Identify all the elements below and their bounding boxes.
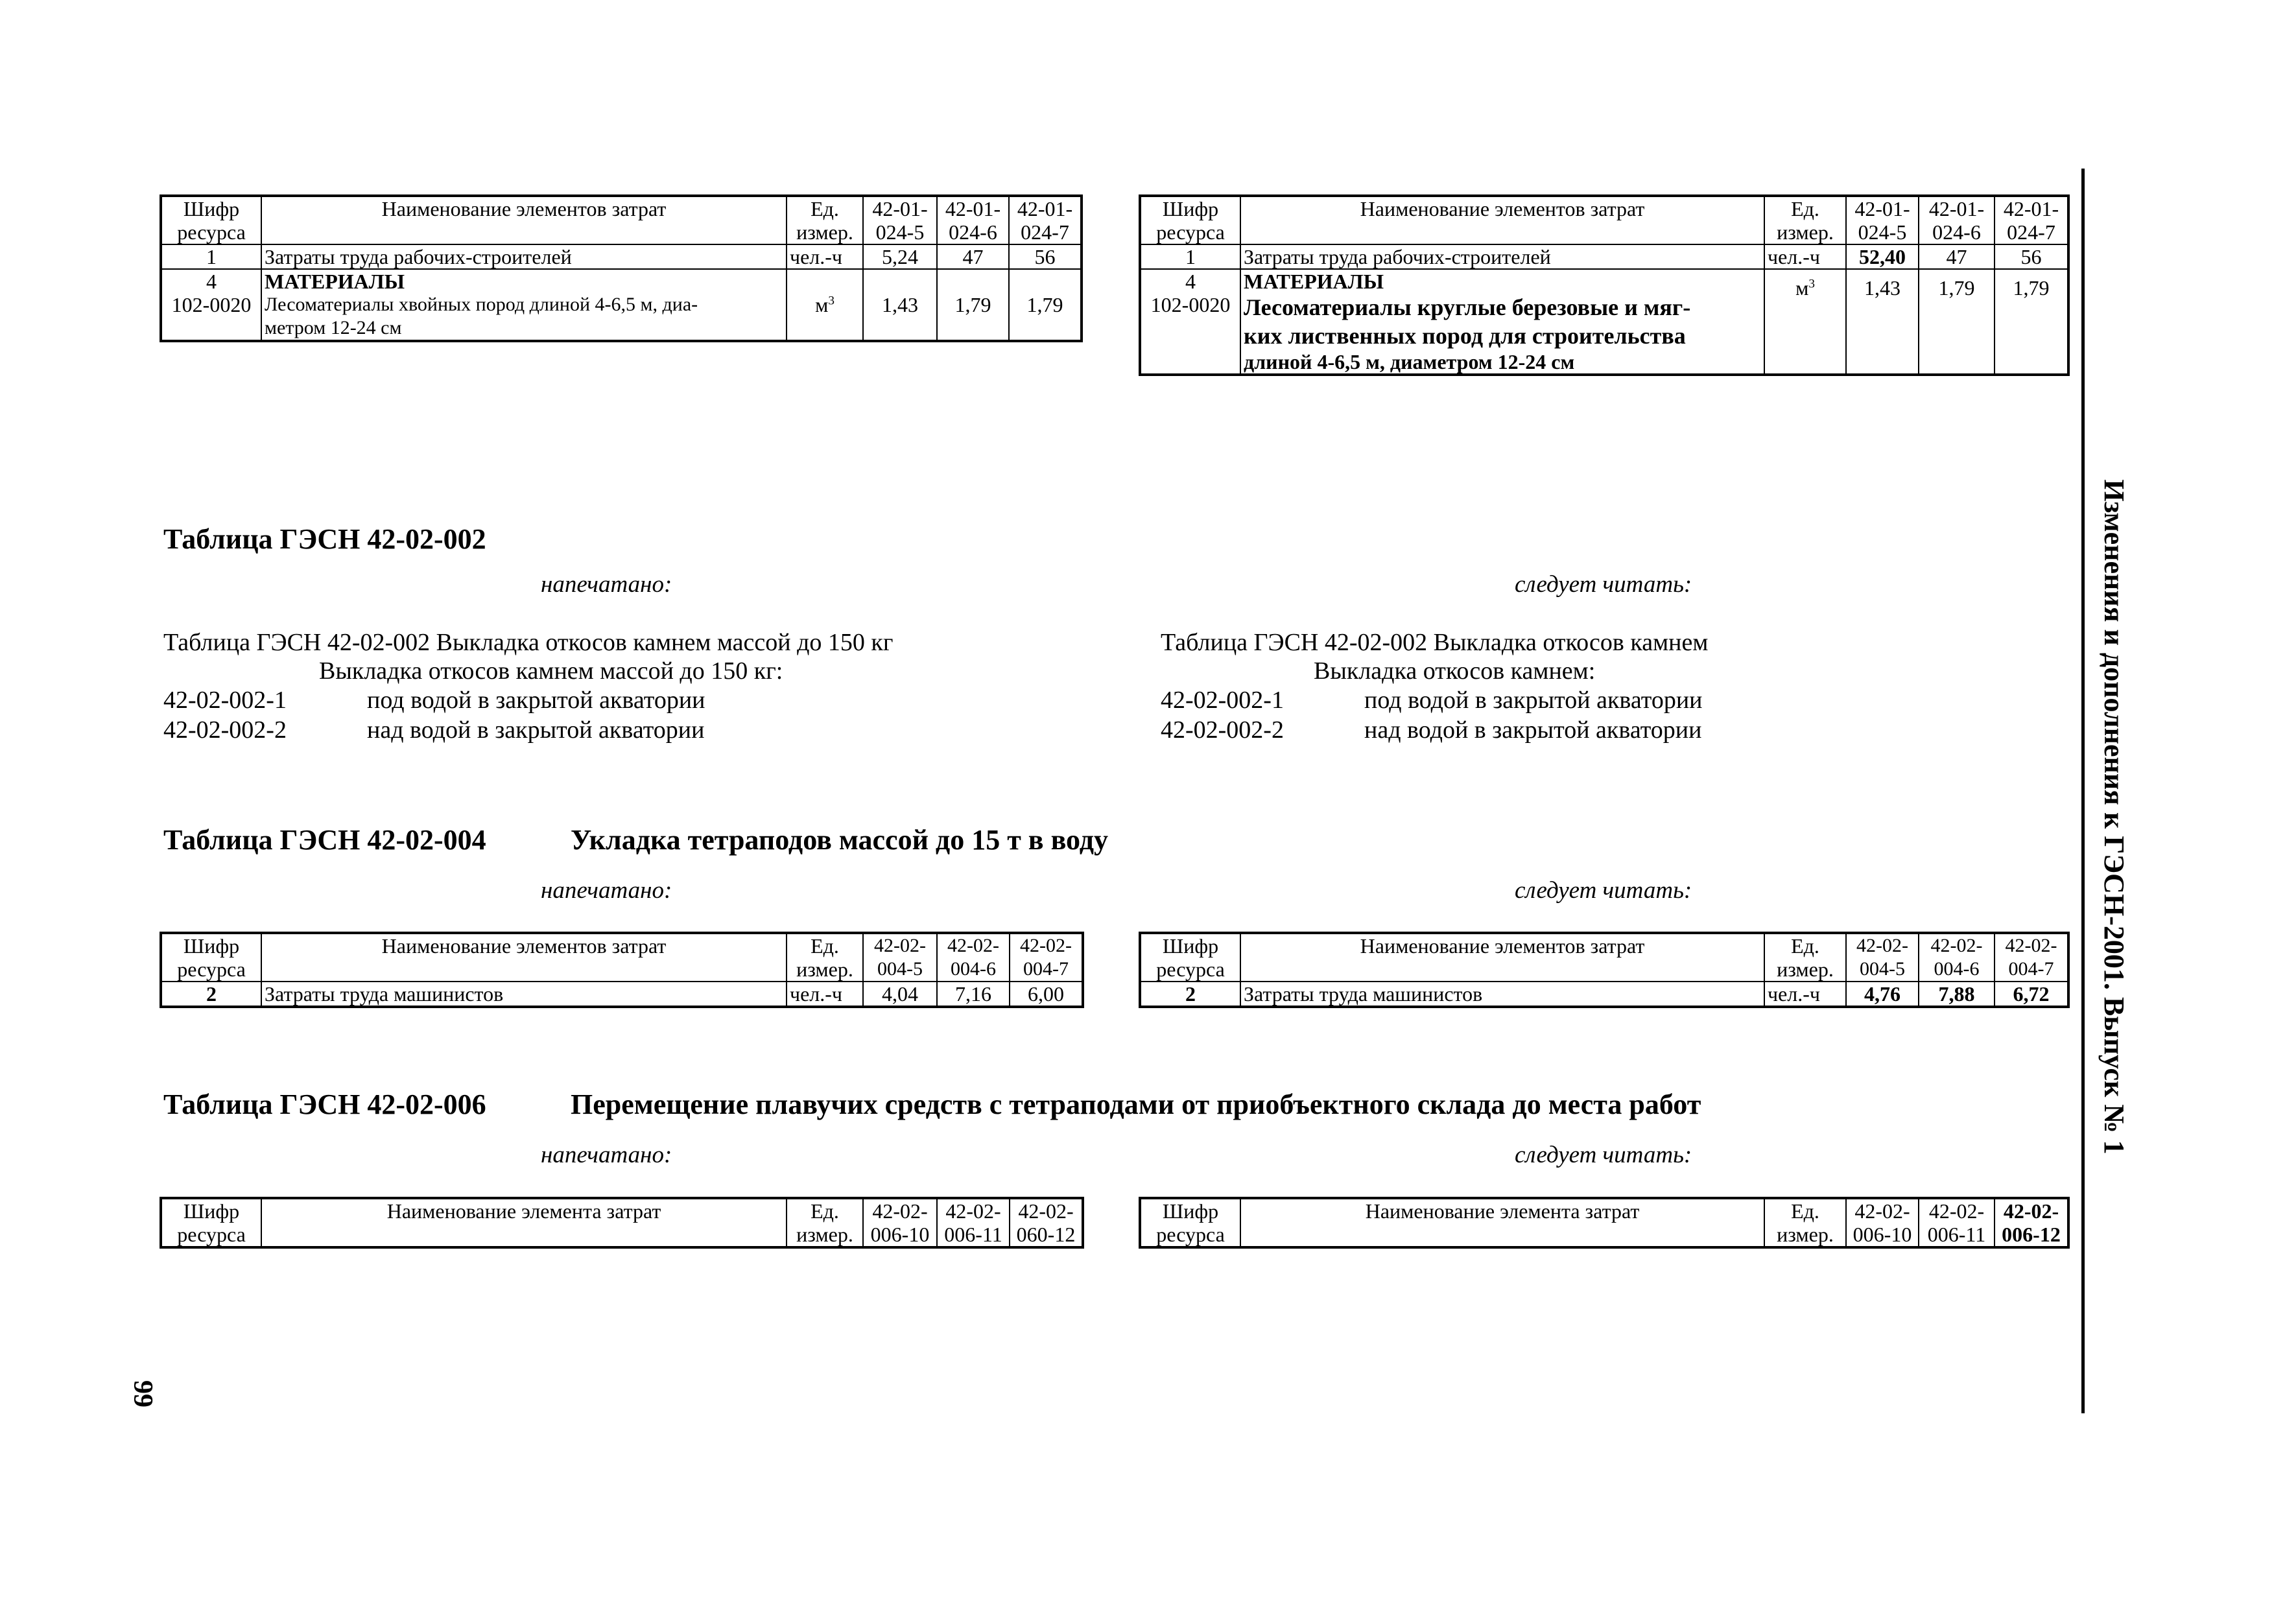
- header-name: Наименование элементов затрат: [261, 933, 787, 982]
- row-unit: $м^3$: [787, 269, 863, 341]
- row-value-2: 7,16: [937, 982, 1010, 1007]
- header-col-3: 42-02- 004-7: [1995, 933, 2068, 982]
- table-top-right: [1139, 194, 2070, 376]
- margin-rule: [2081, 169, 2085, 1413]
- correct-desc-2: над водой в закрытой акватории: [1364, 716, 1702, 744]
- header-col-1: 42-01- 024-5: [1846, 196, 1919, 244]
- section-title-002: Таблица ГЭСН 42-02-002: [163, 523, 486, 555]
- table-row: [161, 269, 1082, 341]
- header-col-3: 42-02- 004-7: [1010, 933, 1083, 982]
- header-col-3: 42-01- 024-7: [1995, 196, 2068, 244]
- printed-code-2: 42-02-002-2: [163, 716, 287, 744]
- header-code: Шифр ресурса: [1140, 196, 1240, 244]
- table-row: [1140, 244, 2068, 269]
- header-col-2: 42-01- 024-6: [937, 196, 1009, 244]
- row-unit: чел.-ч: [787, 982, 863, 1007]
- header-col-3: 42-02- 006-12: [1995, 1198, 2068, 1247]
- printed-desc-1: под водой в закрытой акватории: [367, 687, 705, 714]
- table-006-correct: [1139, 1197, 2070, 1249]
- header-unit: Ед. измер.: [1764, 196, 1846, 244]
- header-code: Шифр ресурса: [161, 1198, 261, 1247]
- table-004-correct: [1139, 932, 2070, 1008]
- row-value-1: 4,04: [863, 982, 937, 1007]
- row-code: 1: [1140, 244, 1240, 269]
- table-004-printed: [160, 932, 1084, 1008]
- header-unit: Ед. измер.: [787, 196, 863, 244]
- table-row: [161, 982, 1083, 1007]
- row-name: Затраты труда машинистов: [261, 982, 787, 1007]
- row-value-1: 5,24: [863, 244, 937, 269]
- header-col-1: 42-02- 004-5: [1846, 933, 1919, 982]
- printed-code-1: 42-02-002-1: [163, 687, 287, 714]
- header-col-2: 42-01- 024-6: [1919, 196, 1995, 244]
- header-unit: Ед. измер.: [1764, 1198, 1846, 1247]
- row-value-3: 6,00: [1010, 982, 1083, 1007]
- header-col-2: 42-02- 004-6: [1919, 933, 1995, 982]
- row-code: 4 102-0020: [161, 269, 261, 341]
- section-title-006: Таблица ГЭСН 42-02-006: [163, 1089, 486, 1120]
- section-subtitle-006: Перемещение плавучих средств с тетраподами от приобъектного склада до места работ: [571, 1089, 1701, 1120]
- row-value-1: 52,40: [1846, 244, 1919, 269]
- row-value-3: 56: [1009, 244, 1082, 269]
- header-col-2: 42-02- 006-11: [937, 1198, 1010, 1247]
- row-value-2: 47: [937, 244, 1009, 269]
- table-006-printed: [160, 1197, 1084, 1249]
- row-unit: чел.-ч: [787, 244, 863, 269]
- row-code: 1: [161, 244, 261, 269]
- label-printed: напечатано:: [541, 571, 672, 598]
- header-col-1: 42-02- 006-10: [863, 1198, 937, 1247]
- row-value-3: 1,79: [1995, 269, 2068, 375]
- header-col-1: 42-01- 024-5: [863, 196, 937, 244]
- correct-code-1: 42-02-002-1: [1161, 687, 1284, 714]
- label-should-read: следует читать:: [1515, 571, 1692, 598]
- row-name: МАТЕРИАЛЫ Лесоматериалы хвойных пород длиной 4-6,5 м, диа- метром 12-24 см: [261, 269, 787, 341]
- header-unit: Ед. измер.: [787, 933, 863, 982]
- row-value-2: 1,79: [1919, 269, 1995, 375]
- header-name: Наименование элемента затрат: [1240, 1198, 1764, 1247]
- page-number: 99: [128, 1380, 158, 1407]
- row-name: Затраты труда машинистов: [1240, 982, 1764, 1007]
- header-col-3: 42-02- 060-12: [1010, 1198, 1083, 1247]
- header-name: Наименование элемента затрат: [261, 1198, 787, 1247]
- label-should-read: следует читать:: [1515, 877, 1692, 904]
- row-unit: чел.-ч: [1764, 244, 1846, 269]
- header-code: Шифр ресурса: [161, 933, 261, 982]
- header-name: Наименование элементов затрат: [1240, 196, 1764, 244]
- row-name: Затраты труда рабочих-строителей: [1240, 244, 1764, 269]
- row-value-1: 1,43: [863, 269, 937, 341]
- header-code: Шифр ресурса: [161, 196, 261, 244]
- table-row: [1140, 269, 2068, 375]
- printed-desc-2: над водой в закрытой акватории: [367, 716, 705, 744]
- header-code: Шифр ресурса: [1140, 1198, 1240, 1247]
- correct-desc-1: под водой в закрытой акватории: [1364, 687, 1703, 714]
- header-name: Наименование элементов затрат: [1240, 933, 1764, 982]
- header-col-2: 42-02- 004-6: [937, 933, 1010, 982]
- row-unit: чел.-ч: [1764, 982, 1846, 1007]
- row-value-2: 47: [1919, 244, 1995, 269]
- correct-title-line: Таблица ГЭСН 42-02-002 Выкладка откосов камнем: [1161, 629, 1709, 656]
- header-code: Шифр ресурса: [1140, 933, 1240, 982]
- row-value-3: 56: [1995, 244, 2068, 269]
- table-row: [161, 244, 1082, 269]
- label-printed: напечатано:: [541, 1142, 672, 1168]
- row-name: Затраты труда рабочих-строителей: [261, 244, 787, 269]
- table-row: [1140, 982, 2068, 1007]
- row-value-3: 6,72: [1995, 982, 2068, 1007]
- row-code: 2: [161, 982, 261, 1007]
- row-value-1: 4,76: [1846, 982, 1919, 1007]
- header-col-2: 42-02- 006-11: [1919, 1198, 1995, 1247]
- row-value-2: 7,88: [1919, 982, 1995, 1007]
- header-col-1: 42-02- 006-10: [1846, 1198, 1919, 1247]
- header-col-1: 42-02- 004-5: [863, 933, 937, 982]
- header-name: Наименование элементов затрат: [261, 196, 787, 244]
- printed-title-line: Таблица ГЭСН 42-02-002 Выкладка откосов камнем массой до 150 кг: [163, 629, 894, 656]
- section-title-004: Таблица ГЭСН 42-02-004: [163, 824, 486, 856]
- row-value-2: 1,79: [937, 269, 1009, 341]
- table-top-left: [160, 194, 1083, 342]
- row-code: 2: [1140, 982, 1240, 1007]
- printed-subtitle-line: Выкладка откосов камнем массой до 150 кг:: [319, 657, 783, 685]
- section-subtitle-004: Укладка тетраподов массой до 15 т в воду: [571, 824, 1109, 856]
- row-value-3: 1,79: [1009, 269, 1082, 341]
- side-running-title: Изменения и дополнения к ГЭСН-2001. Выпуск № 1: [2098, 479, 2130, 1155]
- label-printed: напечатано:: [541, 877, 672, 904]
- header-col-3: 42-01- 024-7: [1009, 196, 1082, 244]
- label-should-read: следует читать:: [1515, 1142, 1692, 1168]
- correct-code-2: 42-02-002-2: [1161, 716, 1284, 744]
- row-unit: $м^3$: [1764, 269, 1846, 375]
- header-unit: Ед. измер.: [1764, 933, 1846, 982]
- row-code: 4 102-0020: [1140, 269, 1240, 375]
- header-unit: Ед. измер.: [787, 1198, 863, 1247]
- row-name: МАТЕРИАЛЫ Лесоматериалы круглые березовые и мяг- ких лиственных пород для строительства длиной 4-6,5 м, диаметром 12-24 см: [1240, 269, 1764, 375]
- row-value-1: 1,43: [1846, 269, 1919, 375]
- correct-subtitle-line: Выкладка откосов камнем:: [1314, 657, 1596, 685]
